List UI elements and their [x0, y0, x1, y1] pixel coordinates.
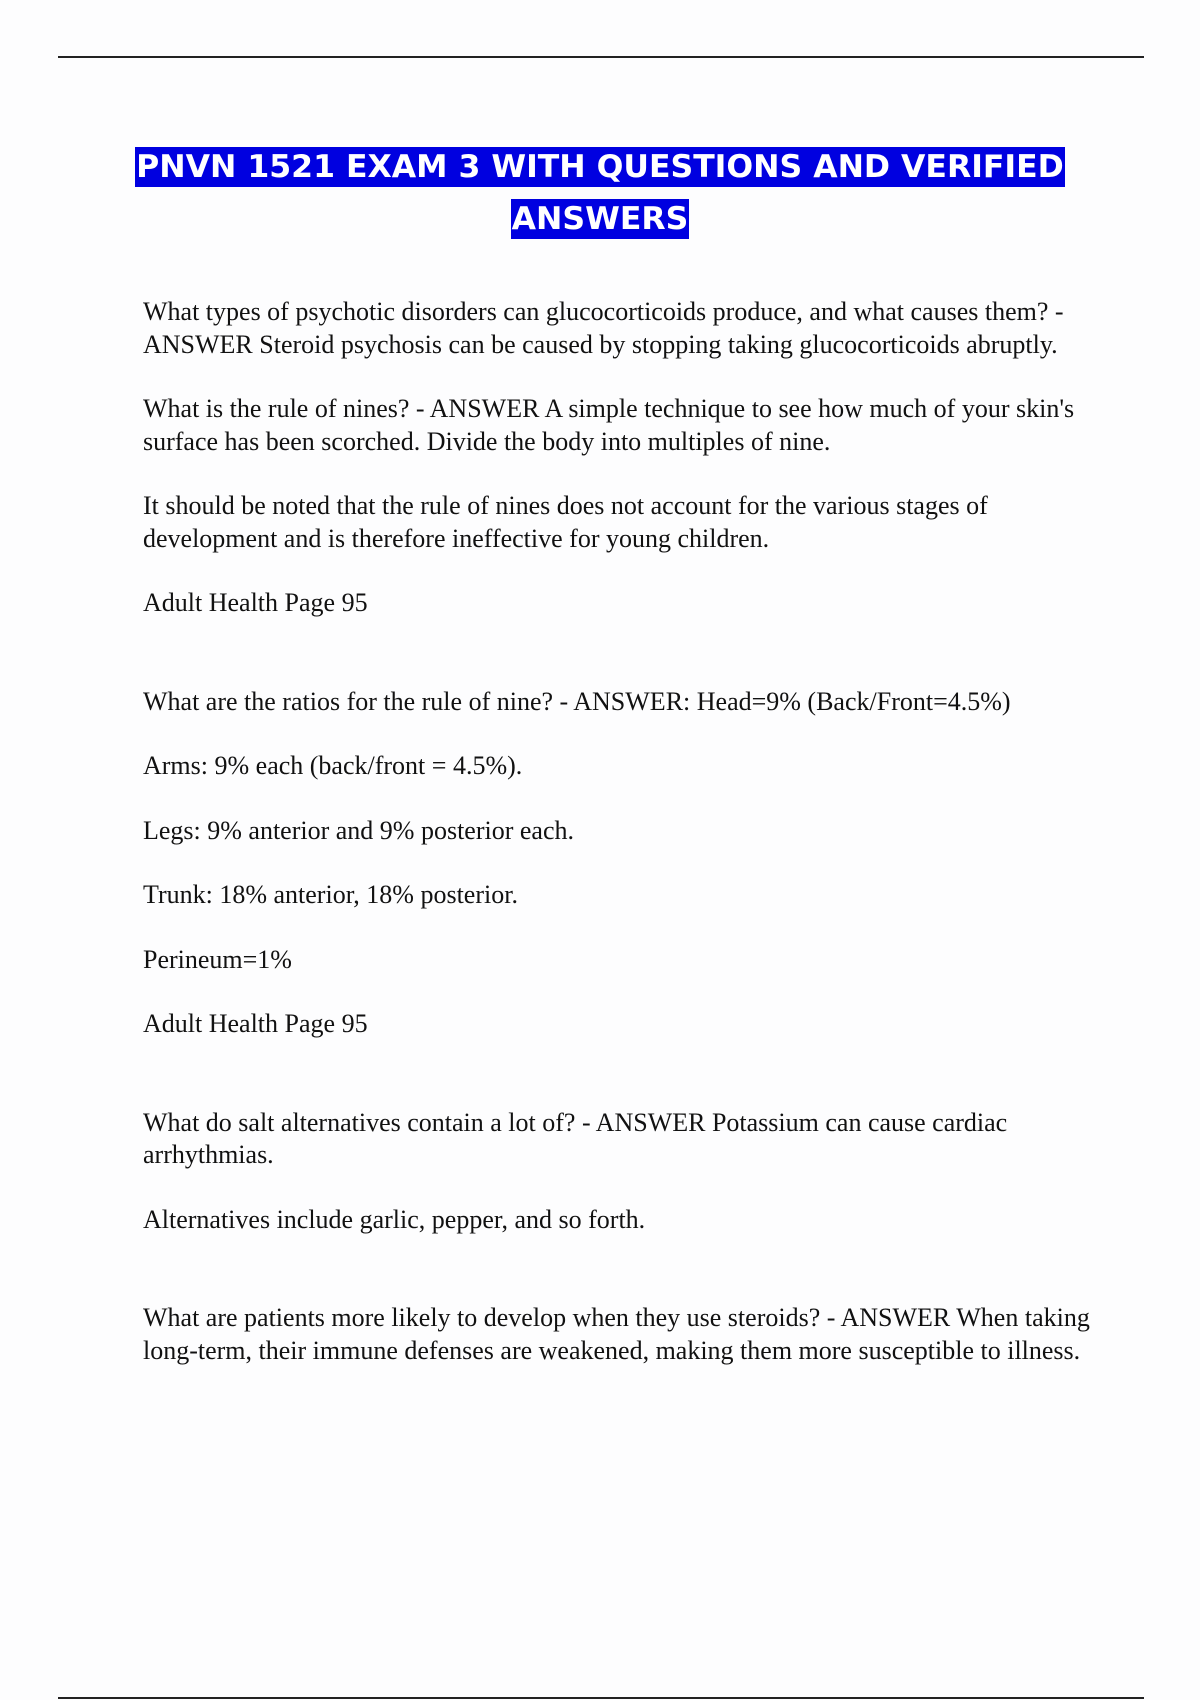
paragraph-q4: What do salt alternatives contain a lot of? - ANSWER Potassium can cause cardiac arrhythmias. — [143, 1107, 1008, 1169]
paragraph-q1: What types of psychotic disorders can glucocorticoids produce, and what causes them? - ANSWER Steroid psychosis can be caused by stopping taking glucocorticoids abruptly. — [143, 297, 1064, 359]
footer-rule — [58, 1697, 1144, 1699]
paragraph-q3: What are the ratios for the rule of nine? - ANSWER: Head=9% (Back/Front=4.5%) — [143, 686, 1011, 716]
paragraph-reference-2: Adult Health Page 95 — [143, 1009, 368, 1038]
document-body — [143, 296, 1103, 1399]
paragraph-legs: Legs: 9% anterior and 9% posterior each. — [143, 815, 575, 845]
paragraph-arms: Arms: 9% each (back/front = 4.5%). — [143, 751, 523, 780]
title-line-2: ANSWERS — [511, 201, 689, 237]
paragraph-reference: Adult Health Page 95 — [143, 588, 368, 617]
paragraph-note: It should be noted that the rule of nines does not account for the various stages of development and is therefore ineffective for young children. — [143, 491, 988, 553]
header-rule — [58, 56, 1144, 58]
title-line-1: PNVN 1521 EXAM 3 WITH QUESTIONS AND VERIFIED — [136, 149, 1064, 185]
paragraph-perineum: Perineum=1% — [143, 944, 292, 974]
paragraph-q2: What is the rule of nines? - ANSWER A simple technique to see how much of your skin's surface has been scorched. Divide the body into multiples of nine. — [143, 394, 1075, 456]
paragraph-trunk: Trunk: 18% anterior, 18% posterior. — [143, 880, 518, 909]
paragraph-q5: What are patients more likely to develop when they use steroids? - ANSWER When taking long-term, their immune defenses are weakened, making them more susceptible to illness. — [143, 1303, 1090, 1365]
paragraph-alternatives: Alternatives include garlic, pepper, and so forth. — [143, 1204, 646, 1234]
document-title — [100, 144, 1100, 248]
